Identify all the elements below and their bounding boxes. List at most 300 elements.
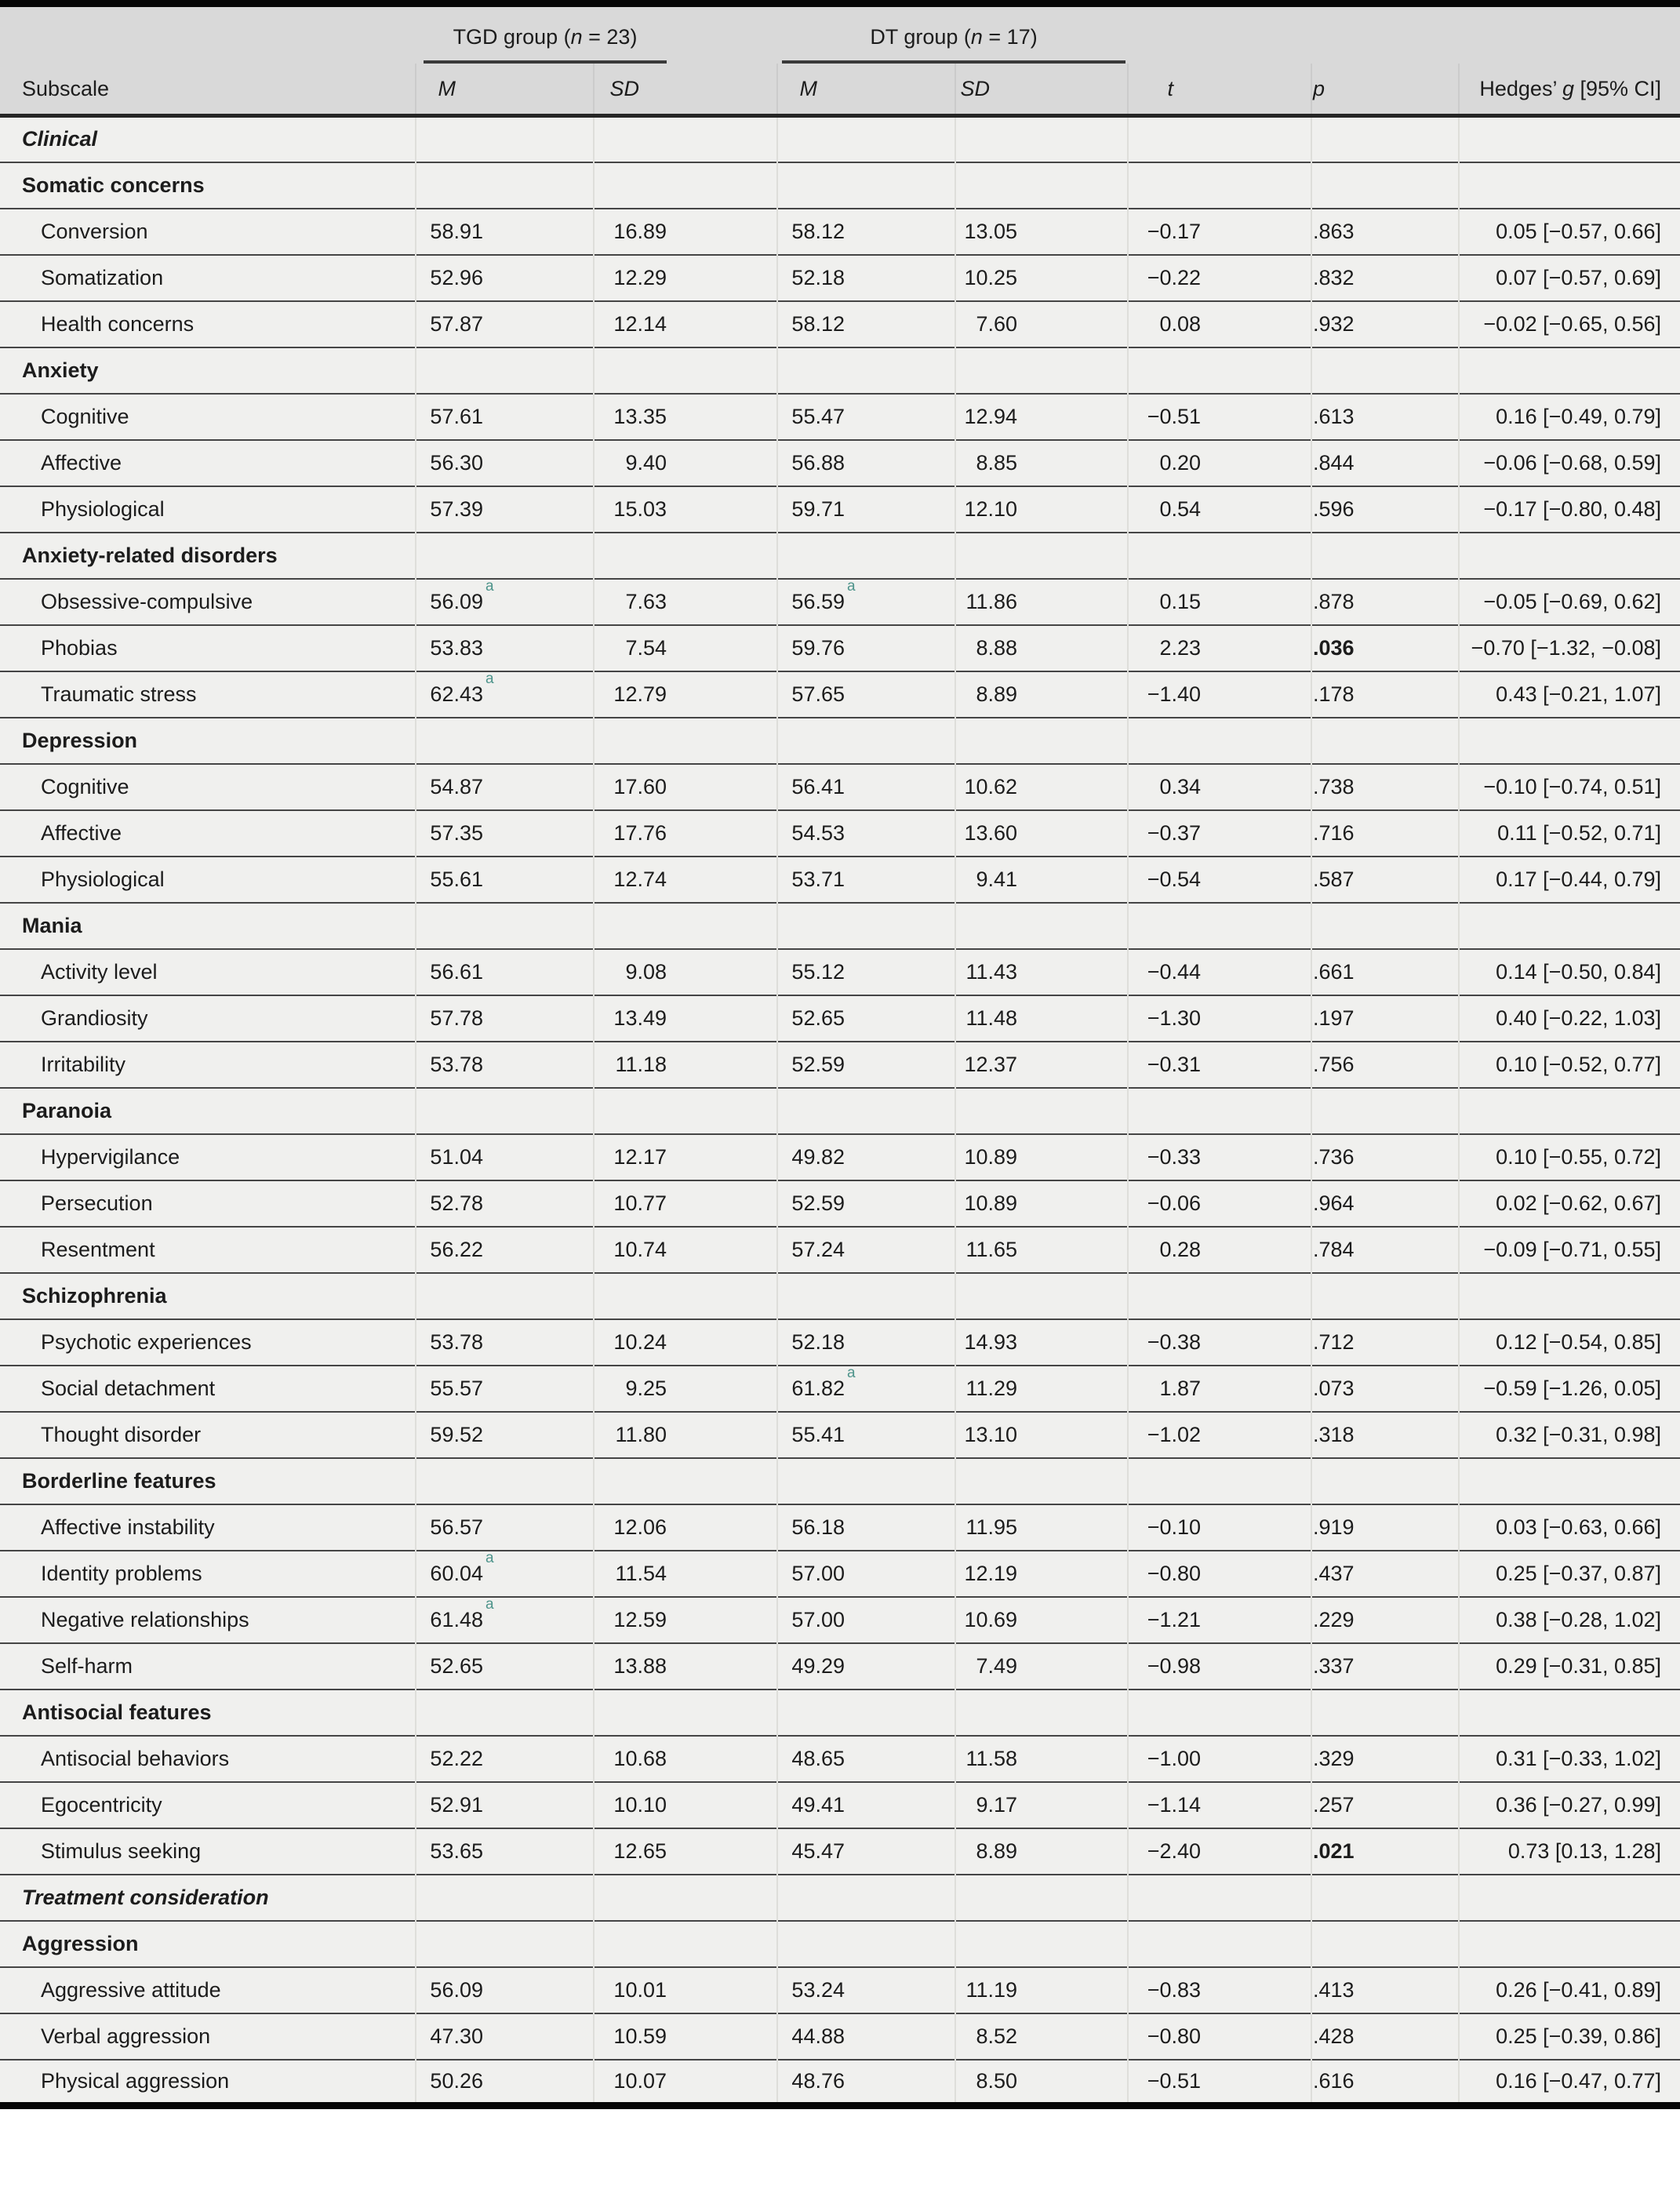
row-label: Self-harm	[41, 1653, 133, 1678]
table-row	[0, 949, 1680, 995]
hedges-g-cell: 0.73 [0.13, 1.28]	[1459, 1828, 1680, 1875]
table-row	[0, 394, 1680, 440]
table-row	[0, 625, 1680, 671]
dt-sd-cell	[955, 1458, 1128, 1504]
t-value-cell	[1128, 1273, 1311, 1319]
dt-mean-cell: 58.12	[777, 209, 955, 255]
table-row	[0, 1458, 1680, 1504]
dt-sd-column-header: SD	[955, 64, 1128, 116]
footnote-marker-a: a	[485, 670, 494, 687]
p-value-cell	[1311, 533, 1459, 579]
tgd-mean-cell: 52.65	[416, 1643, 594, 1690]
dt-sd-cell	[955, 162, 1128, 209]
table-row	[0, 1273, 1680, 1319]
row-label: Activity level	[41, 959, 158, 984]
row-label: Affective instability	[41, 1515, 215, 1539]
footnote-marker-a: a	[485, 577, 494, 595]
hedges-g-column-header: Hedges’ g [95% CI]	[1459, 64, 1680, 116]
dt-sd-cell: 14.93	[955, 1319, 1128, 1366]
tgd-sd-cell: 12.06	[594, 1504, 777, 1551]
t-value-cell: −1.30	[1128, 995, 1311, 1042]
hedges-g-cell	[1459, 347, 1680, 394]
tgd-mean-cell: 50.26	[416, 2060, 594, 2106]
dt-sd-cell	[955, 533, 1128, 579]
group-header-spacer	[1459, 4, 1680, 64]
tgd-mean-cell	[416, 1875, 594, 1921]
tgd-mean-cell	[416, 1088, 594, 1134]
p-value-cell	[1311, 1690, 1459, 1736]
table-row	[0, 440, 1680, 486]
hedges-g-cell: 0.02 [−0.62, 0.67]	[1459, 1180, 1680, 1227]
row-label: Affective	[41, 450, 122, 475]
row-label: Physical aggression	[41, 2068, 230, 2093]
tgd-sd-column-header: SD	[594, 64, 777, 116]
t-value-cell: −0.51	[1128, 2060, 1311, 2106]
t-value-cell: −0.37	[1128, 810, 1311, 857]
t-value-cell	[1128, 1088, 1311, 1134]
tgd-mean-cell: 56.61	[416, 949, 594, 995]
dt-mean-cell: 49.82	[777, 1134, 955, 1180]
row-label: Traumatic stress	[41, 682, 197, 706]
dt-mean-cell: 56.18	[777, 1504, 955, 1551]
table-row	[0, 671, 1680, 718]
footnote-marker-a: a	[485, 1595, 494, 1613]
hedges-g-cell: −0.59 [−1.26, 0.05]	[1459, 1366, 1680, 1412]
p-value-cell: .756	[1311, 1042, 1459, 1088]
tgd-mean-cell: 56.57	[416, 1504, 594, 1551]
tgd-sd-cell: 9.40	[594, 440, 777, 486]
tgd-mean-cell	[416, 533, 594, 579]
tgd-sd-cell	[594, 903, 777, 949]
dt-sd-cell: 8.52	[955, 2013, 1128, 2060]
dt-mean-cell	[777, 162, 955, 209]
table-row	[0, 255, 1680, 301]
row-label: Aggression	[22, 1931, 139, 1955]
tgd-mean-cell	[416, 1458, 594, 1504]
tgd-sd-cell	[594, 1875, 777, 1921]
p-value-cell	[1311, 718, 1459, 764]
t-value-cell: 0.28	[1128, 1227, 1311, 1273]
hedges-g-cell: 0.29 [−0.31, 0.85]	[1459, 1643, 1680, 1690]
dt-mean-cell: 61.82 a	[777, 1366, 955, 1412]
hedges-g-cell: 0.11 [−0.52, 0.71]	[1459, 810, 1680, 857]
dt-sd-cell: 11.29	[955, 1366, 1128, 1412]
row-label: Somatic concerns	[22, 173, 205, 197]
row-label: Cognitive	[41, 404, 129, 428]
tgd-sd-cell	[594, 533, 777, 579]
tgd-sd-cell: 11.54	[594, 1551, 777, 1597]
row-label: Anxiety-related disorders	[22, 543, 278, 567]
tgd-mean-cell: 56.09 a	[416, 579, 594, 625]
t-value-cell: 0.20	[1128, 440, 1311, 486]
dt-sd-cell: 8.85	[955, 440, 1128, 486]
t-value-cell: −0.38	[1128, 1319, 1311, 1366]
table-row	[0, 1782, 1680, 1828]
p-value-cell	[1311, 347, 1459, 394]
tgd-sd-cell	[594, 1458, 777, 1504]
dt-sd-cell	[955, 1273, 1128, 1319]
tgd-sd-cell	[594, 162, 777, 209]
p-value-cell: .587	[1311, 857, 1459, 903]
table-row	[0, 533, 1680, 579]
row-label: Phobias	[41, 635, 118, 660]
dt-sd-cell: 7.60	[955, 301, 1128, 347]
dt-sd-cell: 8.89	[955, 671, 1128, 718]
tgd-mean-cell: 58.91	[416, 209, 594, 255]
t-value-cell	[1128, 1921, 1311, 1967]
tgd-sd-cell: 17.76	[594, 810, 777, 857]
tgd-mean-cell: 52.96	[416, 255, 594, 301]
dt-mean-cell: 48.65	[777, 1736, 955, 1782]
hedges-g-cell	[1459, 1458, 1680, 1504]
table-row	[0, 1921, 1680, 1967]
tgd-mean-cell	[416, 1690, 594, 1736]
tgd-mean-cell: 57.87	[416, 301, 594, 347]
dt-group-label: DT group (n = 17)	[870, 25, 1038, 49]
tgd-sd-cell: 10.59	[594, 2013, 777, 2060]
hedges-g-cell: 0.05 [−0.57, 0.66]	[1459, 209, 1680, 255]
dt-mean-cell: 49.29	[777, 1643, 955, 1690]
table-row	[0, 579, 1680, 625]
hedges-g-cell: 0.10 [−0.52, 0.77]	[1459, 1042, 1680, 1088]
hedges-g-cell: 0.40 [−0.22, 1.03]	[1459, 995, 1680, 1042]
dt-mean-cell: 52.59	[777, 1042, 955, 1088]
hedges-g-cell	[1459, 1690, 1680, 1736]
tgd-sd-cell: 10.77	[594, 1180, 777, 1227]
column-header-row	[0, 64, 1680, 116]
row-label: Social detachment	[41, 1376, 216, 1400]
p-value-cell: .964	[1311, 1180, 1459, 1227]
p-value-cell: .428	[1311, 2013, 1459, 2060]
row-label: Egocentricity	[41, 1792, 162, 1817]
dt-mean-cell	[777, 718, 955, 764]
p-value-cell	[1311, 1458, 1459, 1504]
dt-mean-cell	[777, 533, 955, 579]
row-label: Conversion	[41, 219, 148, 243]
hedges-g-cell	[1459, 1088, 1680, 1134]
table-row	[0, 347, 1680, 394]
tgd-mean-cell: 62.43 a	[416, 671, 594, 718]
dt-sd-cell: 8.89	[955, 1828, 1128, 1875]
italic-g: g	[1562, 76, 1574, 100]
t-value-cell: 0.54	[1128, 486, 1311, 533]
row-label: Persecution	[41, 1191, 153, 1215]
table-row	[0, 2060, 1680, 2106]
table-row	[0, 1134, 1680, 1180]
table-row	[0, 1412, 1680, 1458]
row-label: Stimulus seeking	[41, 1839, 202, 1863]
table-body	[0, 116, 1680, 2106]
tgd-sd-cell	[594, 1273, 777, 1319]
p-value-cell: .712	[1311, 1319, 1459, 1366]
p-value-cell: .919	[1311, 1504, 1459, 1551]
dt-mean-cell: 57.00	[777, 1551, 955, 1597]
dt-mean-column-header: M	[777, 64, 955, 116]
dt-sd-cell	[955, 1088, 1128, 1134]
row-label: Resentment	[41, 1237, 155, 1261]
table-row	[0, 857, 1680, 903]
dt-mean-cell: 56.41	[777, 764, 955, 810]
t-value-cell: −0.33	[1128, 1134, 1311, 1180]
tgd-sd-cell: 12.79	[594, 671, 777, 718]
table-row	[0, 486, 1680, 533]
table-row	[0, 2013, 1680, 2060]
p-value-cell: .318	[1311, 1412, 1459, 1458]
row-label: Psychotic experiences	[41, 1329, 252, 1354]
hedges-g-cell: 0.12 [−0.54, 0.85]	[1459, 1319, 1680, 1366]
hedges-g-cell: 0.25 [−0.39, 0.86]	[1459, 2013, 1680, 2060]
tgd-sd-cell	[594, 1921, 777, 1967]
table-row	[0, 1875, 1680, 1921]
p-value-cell	[1311, 1875, 1459, 1921]
dt-mean-cell	[777, 116, 955, 162]
dt-mean-cell	[777, 1875, 955, 1921]
p-value-cell: .844	[1311, 440, 1459, 486]
table-row	[0, 1042, 1680, 1088]
tgd-sd-cell	[594, 1088, 777, 1134]
p-value-cell	[1311, 1088, 1459, 1134]
dt-mean-cell: 52.65	[777, 995, 955, 1042]
tgd-mean-cell: 55.57	[416, 1366, 594, 1412]
tgd-mean-cell: 51.04	[416, 1134, 594, 1180]
tgd-mean-cell: 47.30	[416, 2013, 594, 2060]
group-header-spacer	[1128, 4, 1311, 64]
tgd-sd-cell: 10.68	[594, 1736, 777, 1782]
t-value-cell	[1128, 1458, 1311, 1504]
tgd-sd-cell: 10.24	[594, 1319, 777, 1366]
t-value-cell: −0.83	[1128, 1967, 1311, 2013]
row-label: Mania	[22, 913, 82, 937]
dt-mean-cell	[777, 1088, 955, 1134]
italic-n: n	[570, 25, 583, 49]
t-value-cell: −0.31	[1128, 1042, 1311, 1088]
group-header-row	[0, 4, 1680, 64]
tgd-mean-cell	[416, 1273, 594, 1319]
hedges-g-cell	[1459, 903, 1680, 949]
dt-sd-cell: 11.86	[955, 579, 1128, 625]
table-row	[0, 810, 1680, 857]
t-value-cell	[1128, 116, 1311, 162]
row-label: Anxiety	[22, 358, 99, 382]
p-value-cell	[1311, 903, 1459, 949]
p-value-cell: .716	[1311, 810, 1459, 857]
row-label: Antisocial features	[22, 1700, 212, 1724]
dt-mean-cell: 55.41	[777, 1412, 955, 1458]
row-label: Paranoia	[22, 1098, 112, 1122]
row-label: Identity problems	[41, 1561, 202, 1585]
tgd-mean-cell: 52.78	[416, 1180, 594, 1227]
tgd-mean-cell	[416, 116, 594, 162]
dt-mean-cell: 52.59	[777, 1180, 955, 1227]
dt-sd-cell: 12.37	[955, 1042, 1128, 1088]
tgd-mean-cell: 53.83	[416, 625, 594, 671]
hedges-g-cell	[1459, 1273, 1680, 1319]
dt-mean-cell: 57.24	[777, 1227, 955, 1273]
p-value-cell: .021	[1311, 1828, 1459, 1875]
row-label: Thought disorder	[41, 1422, 202, 1446]
row-label: Somatization	[41, 265, 164, 289]
dt-sd-cell	[955, 1690, 1128, 1736]
dt-sd-cell: 9.41	[955, 857, 1128, 903]
t-value-cell	[1128, 162, 1311, 209]
table-row	[0, 116, 1680, 162]
tgd-mean-cell: 54.87	[416, 764, 594, 810]
p-value-cell: .197	[1311, 995, 1459, 1042]
row-label: Irritability	[41, 1052, 126, 1076]
dt-sd-cell: 11.48	[955, 995, 1128, 1042]
dt-mean-cell: 59.71	[777, 486, 955, 533]
tgd-mean-cell: 52.22	[416, 1736, 594, 1782]
tgd-mean-cell: 52.91	[416, 1782, 594, 1828]
dt-sd-cell	[955, 347, 1128, 394]
hedges-g-cell: 0.16 [−0.47, 0.77]	[1459, 2060, 1680, 2106]
t-value-cell: −0.17	[1128, 209, 1311, 255]
tgd-mean-cell: 57.39	[416, 486, 594, 533]
tgd-sd-cell: 12.74	[594, 857, 777, 903]
table-row	[0, 301, 1680, 347]
p-value-cell: .229	[1311, 1597, 1459, 1643]
t-value-cell: −0.98	[1128, 1643, 1311, 1690]
t-column-header: t	[1128, 64, 1311, 116]
t-value-cell: −0.51	[1128, 394, 1311, 440]
tgd-mean-cell: 56.30	[416, 440, 594, 486]
dt-sd-cell: 13.05	[955, 209, 1128, 255]
tgd-mean-cell	[416, 162, 594, 209]
table-row	[0, 718, 1680, 764]
p-value-cell: .878	[1311, 579, 1459, 625]
tgd-mean-cell: 56.09	[416, 1967, 594, 2013]
t-value-cell: −1.02	[1128, 1412, 1311, 1458]
tgd-group-label: TGD group (n = 23)	[453, 25, 638, 49]
tgd-mean-cell: 53.65	[416, 1828, 594, 1875]
tgd-sd-cell: 16.89	[594, 209, 777, 255]
subscale-column-header: Subscale	[0, 64, 416, 116]
tgd-sd-cell: 17.60	[594, 764, 777, 810]
dt-mean-cell: 49.41	[777, 1782, 955, 1828]
dt-mean-cell	[777, 1921, 955, 1967]
hedges-g-cell: 0.07 [−0.57, 0.69]	[1459, 255, 1680, 301]
p-value-cell	[1311, 162, 1459, 209]
t-value-cell: −0.06	[1128, 1180, 1311, 1227]
dt-mean-cell: 52.18	[777, 1319, 955, 1366]
dt-sd-cell: 11.58	[955, 1736, 1128, 1782]
dt-sd-cell	[955, 718, 1128, 764]
t-value-cell	[1128, 533, 1311, 579]
table-row	[0, 1736, 1680, 1782]
tgd-sd-cell: 10.74	[594, 1227, 777, 1273]
table-row	[0, 1643, 1680, 1690]
dt-sd-cell: 11.95	[955, 1504, 1128, 1551]
p-value-cell: .178	[1311, 671, 1459, 718]
t-value-cell	[1128, 347, 1311, 394]
t-value-cell: 0.34	[1128, 764, 1311, 810]
tgd-sd-cell: 12.14	[594, 301, 777, 347]
p-value-cell: .863	[1311, 209, 1459, 255]
dt-sd-cell: 10.69	[955, 1597, 1128, 1643]
row-label: Clinical	[22, 127, 98, 151]
table-row	[0, 1828, 1680, 1875]
dt-sd-cell: 12.10	[955, 486, 1128, 533]
t-value-cell: −0.80	[1128, 1551, 1311, 1597]
hedges-g-cell	[1459, 1875, 1680, 1921]
tgd-sd-cell: 7.63	[594, 579, 777, 625]
hedges-g-cell: −0.02 [−0.65, 0.56]	[1459, 301, 1680, 347]
dt-mean-cell: 54.53	[777, 810, 955, 857]
p-value-cell: .832	[1311, 255, 1459, 301]
hedges-g-cell: 0.03 [−0.63, 0.66]	[1459, 1504, 1680, 1551]
table-row	[0, 764, 1680, 810]
t-value-cell: −1.21	[1128, 1597, 1311, 1643]
dt-mean-cell: 59.76	[777, 625, 955, 671]
t-value-cell	[1128, 1690, 1311, 1736]
row-label: Aggressive attitude	[41, 1977, 221, 2002]
p-value-cell: .596	[1311, 486, 1459, 533]
p-value-cell	[1311, 1273, 1459, 1319]
table-row	[0, 209, 1680, 255]
p-value-cell: .932	[1311, 301, 1459, 347]
p-value-cell: .073	[1311, 1366, 1459, 1412]
dt-sd-cell: 12.19	[955, 1551, 1128, 1597]
dt-group-header	[777, 4, 1128, 64]
t-value-cell: −1.14	[1128, 1782, 1311, 1828]
dt-sd-cell	[955, 1921, 1128, 1967]
dt-mean-cell: 55.47	[777, 394, 955, 440]
p-value-cell: .036	[1311, 625, 1459, 671]
tgd-sd-cell: 13.35	[594, 394, 777, 440]
table-row	[0, 903, 1680, 949]
p-column-header: p	[1311, 64, 1459, 116]
dt-sd-cell	[955, 116, 1128, 162]
hedges-g-cell: 0.31 [−0.33, 1.02]	[1459, 1736, 1680, 1782]
dt-mean-cell: 57.00	[777, 1597, 955, 1643]
dt-sd-cell: 7.49	[955, 1643, 1128, 1690]
dt-mean-cell	[777, 1690, 955, 1736]
hedges-g-cell: −0.70 [−1.32, −0.08]	[1459, 625, 1680, 671]
dt-mean-cell	[777, 1273, 955, 1319]
p-value-cell: .257	[1311, 1782, 1459, 1828]
tgd-sd-cell	[594, 718, 777, 764]
p-value-cell: .616	[1311, 2060, 1459, 2106]
dt-mean-cell: 44.88	[777, 2013, 955, 2060]
dt-sd-cell: 12.94	[955, 394, 1128, 440]
t-value-cell: −0.10	[1128, 1504, 1311, 1551]
table-row	[0, 995, 1680, 1042]
row-label: Grandiosity	[41, 1006, 148, 1030]
dt-sd-cell	[955, 1875, 1128, 1921]
tgd-mean-cell: 53.78	[416, 1042, 594, 1088]
tgd-sd-cell: 9.08	[594, 949, 777, 995]
table-row	[0, 1551, 1680, 1597]
tgd-mean-cell	[416, 718, 594, 764]
p-value-cell: .413	[1311, 1967, 1459, 2013]
tgd-mean-cell: 57.78	[416, 995, 594, 1042]
row-label: Verbal aggression	[41, 2024, 211, 2048]
t-value-cell: −0.54	[1128, 857, 1311, 903]
dt-mean-cell	[777, 903, 955, 949]
t-value-cell: 0.08	[1128, 301, 1311, 347]
row-label: Physiological	[41, 867, 165, 891]
tgd-sd-cell: 10.01	[594, 1967, 777, 2013]
tgd-sd-cell: 12.59	[594, 1597, 777, 1643]
row-label: Hypervigilance	[41, 1144, 180, 1169]
dt-mean-cell: 52.18	[777, 255, 955, 301]
t-value-cell: −0.22	[1128, 255, 1311, 301]
hedges-g-cell	[1459, 718, 1680, 764]
dt-sd-cell: 8.88	[955, 625, 1128, 671]
table-row	[0, 1690, 1680, 1736]
p-value-cell	[1311, 1921, 1459, 1967]
tgd-sd-cell	[594, 1690, 777, 1736]
